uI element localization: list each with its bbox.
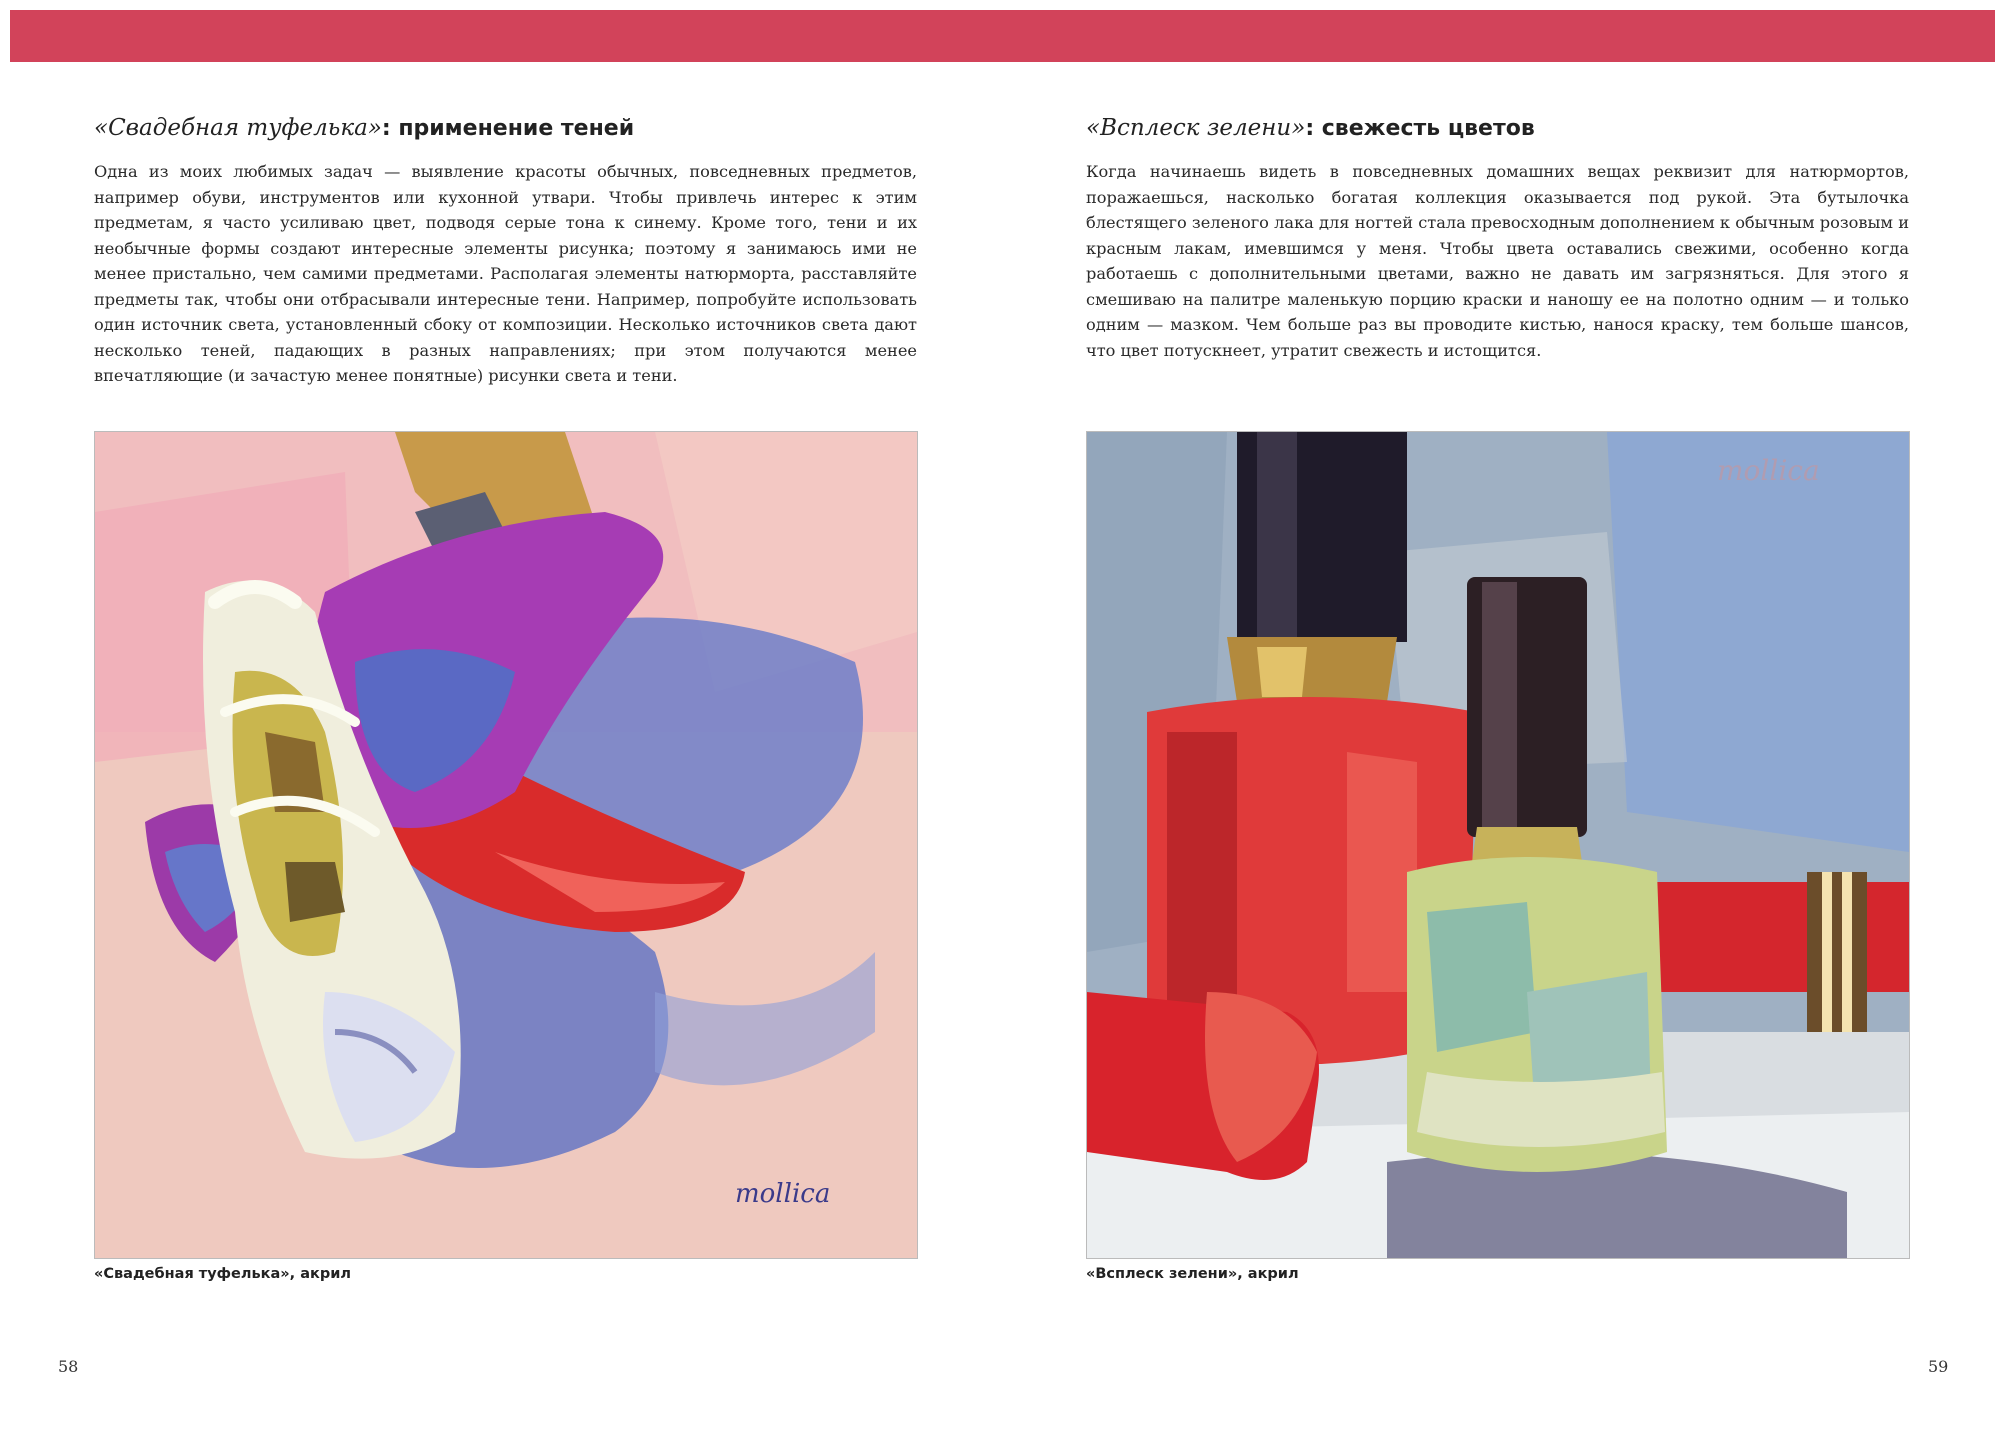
nail-polish-illustration <box>1087 432 1909 1258</box>
svg-text:mollica: mollica <box>1717 454 1820 487</box>
right-caption: «Всплеск зелени», акрил <box>1086 1266 1299 1282</box>
right-page-column <box>1086 112 1909 363</box>
right-body-text: Когда начинаешь видеть в повседневных домашних вещах реквизит для натюрмортов, поражаешься, насколько богатая коллекция оказывается под рукой. Эта бутылочка блестящего зеленого лака для ногтей стала превосходным дополнением к обычным розовым и красным лакам, имевшимся у меня. Чтобы цвета оставались свежими, особенно когда работаешь с дополнительными цветами, важно не давать им загрязняться. Для этого я смешиваю на палитре маленькую порцию краски и наношу ее на полотно одним — и только одним — мазком. Чем больше раз вы проводите кистью, нанося краску, тем больше шансов, что цвет потускнеет, утратит свежесть и истощится. <box>1086 162 1909 360</box>
wedding-shoe-illustration <box>95 432 917 1258</box>
left-painting-signature <box>735 1179 830 1209</box>
painting-wedding-shoe <box>94 431 918 1259</box>
right-heading <box>1086 112 1909 145</box>
left-page-column <box>94 112 917 389</box>
top-color-band <box>10 10 1995 62</box>
left-body-text: Одна из моих любимых задач — выявление красоты обычных, повседневных предметов, например обуви, инструментов или кухонной утвари. Чтобы привлечь интерес к этим предметам, я часто усиливаю цвет, подводя серые тона к синему. Кроме того, тени и их необычные формы создают интересные элементы рисунка; поэтому я занимаюсь ими не менее пристально, чем самими предметами. Располагая элементы натюрморта, расставляйте предметы так, чтобы они отбрасывали интересные тени. Например, попробуйте использовать один источник света, установленный сбоку от композиции. Несколько источников света дают несколько теней, падающих в разных направлениях; при этом получаются менее впечатляющие (и зачастую менее понятные) рисунки света и тени. <box>94 162 917 385</box>
left-heading-title: «Свадебная туфелька» <box>94 115 382 141</box>
left-page-number: 58 <box>58 1357 79 1376</box>
left-heading-subtitle: : применение теней <box>381 116 635 141</box>
painting-green-splash <box>1086 431 1910 1259</box>
left-heading <box>94 112 917 145</box>
right-painting-signature <box>1717 454 1820 487</box>
right-page-number: 59 <box>1928 1357 1949 1376</box>
right-heading-title: «Всплеск зелени» <box>1086 115 1306 141</box>
left-caption: «Свадебная туфелька», акрил <box>94 1266 351 1282</box>
svg-text:mollica: mollica <box>735 1179 831 1209</box>
right-heading-subtitle: : свежесть цветов <box>1305 116 1535 141</box>
